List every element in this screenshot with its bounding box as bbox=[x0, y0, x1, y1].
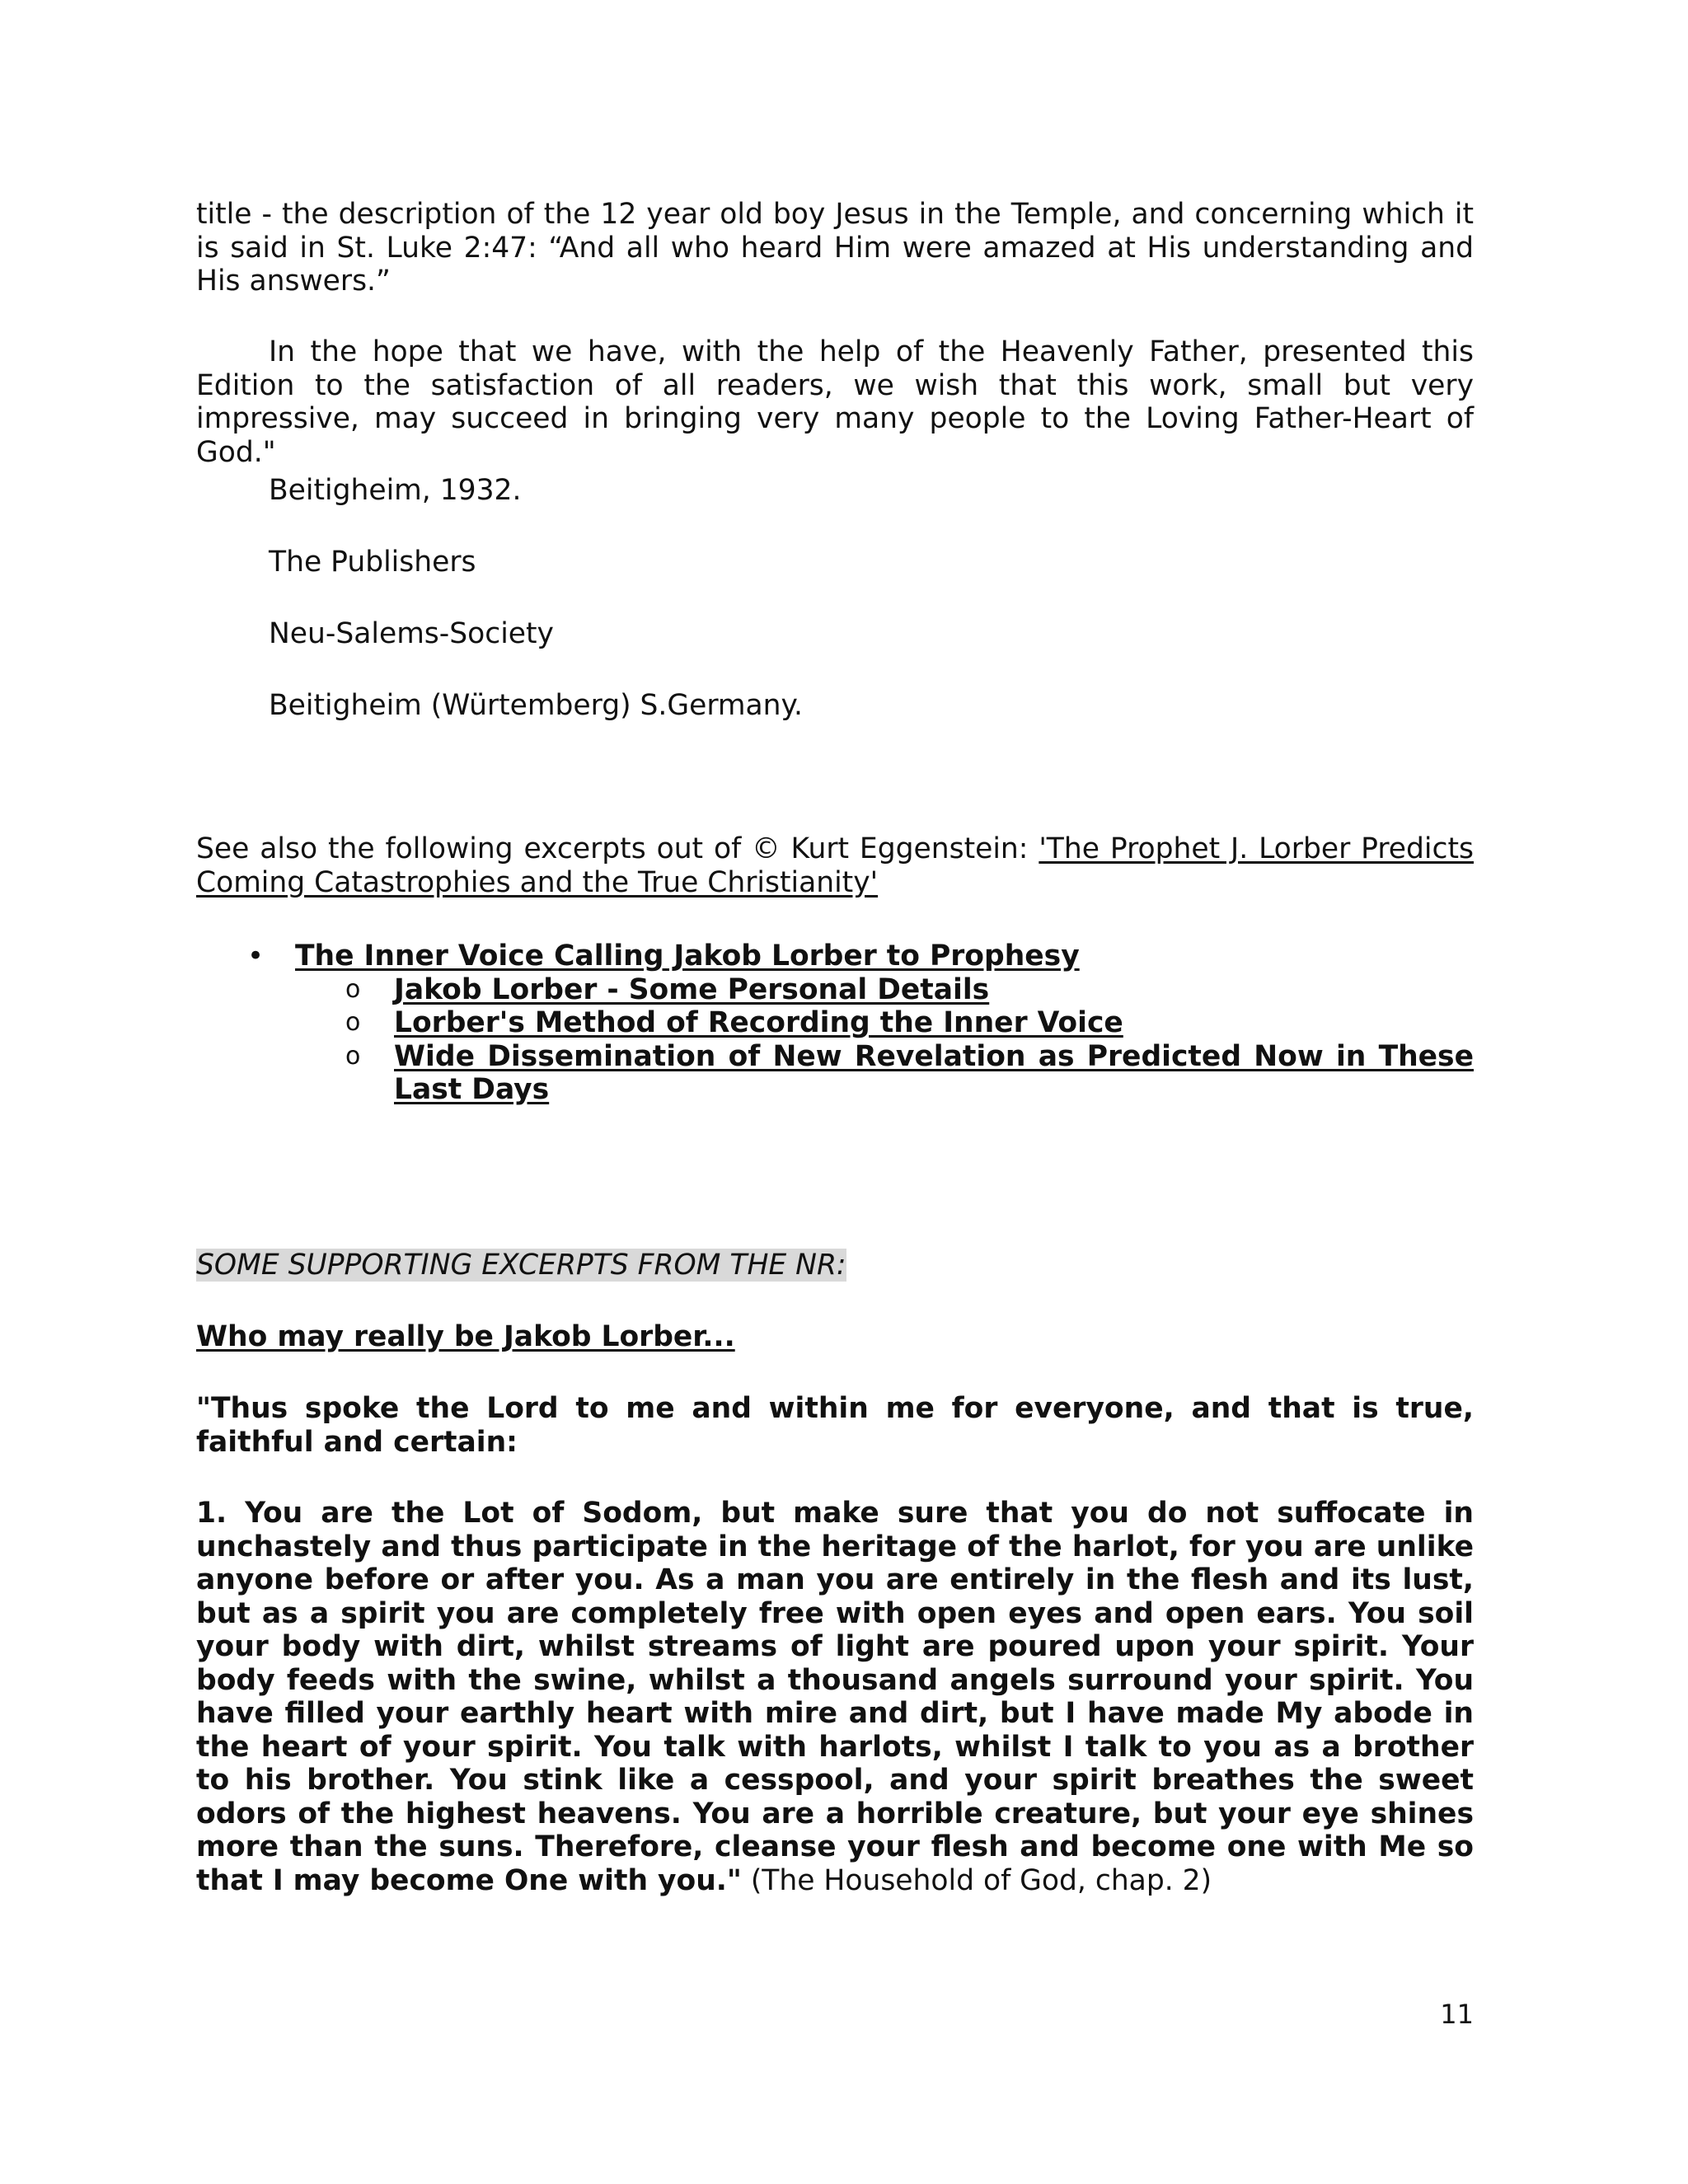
section-heading bbox=[196, 1249, 846, 1282]
toc-item-sub bbox=[196, 973, 1474, 1007]
toc-link-dissemination[interactable]: Wide Dissemination of New Revelation as Predicted Now in These Last Days bbox=[394, 1039, 1474, 1106]
toc-item-main bbox=[196, 940, 1474, 973]
signature-publishers: The Publishers bbox=[269, 546, 476, 579]
quote-paragraph bbox=[196, 1497, 1474, 1897]
book-link[interactable]: 'The Prophet J. Lorber Predicts Coming Catastrophies and the True Christianity' bbox=[196, 832, 1474, 899]
sub-bullet-icon: o bbox=[345, 1041, 361, 1071]
sub-bullet-icon: o bbox=[345, 1008, 361, 1037]
quote-intro: "Thus spoke the Lord to me and within me for everyone, and that is true, faithful and certain: bbox=[196, 1392, 1474, 1459]
toc-item-sub bbox=[196, 1006, 1474, 1040]
toc-link-inner-voice[interactable]: The Inner Voice Calling Jakob Lorber to Prophesy bbox=[295, 940, 1080, 972]
section-heading-text: SOME SUPPORTING EXCERPTS FROM THE NR: bbox=[196, 1249, 846, 1282]
toc-item-sub bbox=[196, 1040, 1474, 1107]
signature-society: Neu-Salems-Society bbox=[269, 617, 554, 650]
toc-link-recording-method[interactable]: Lorber's Method of Recording the Inner Voice bbox=[394, 1006, 1123, 1039]
bullet-icon: • bbox=[247, 940, 265, 972]
toc-link-personal-details[interactable]: Jakob Lorber - Some Personal Details bbox=[394, 972, 990, 1006]
quote-body: 1. You are the Lot of Sodom, but make sure that you do not suffocate in unchastely and thus participate in the heritage of the harlot, for you are unlike anyone before or after you. As a man you are entirely in the flesh and its lust, but as a spirit you are completely free with open eyes and open ears. You soil your body with dirt, whilst streams of light are poured upon your spirit. Your body feeds with the swine, whilst a thousand angels surround your spirit. You have filled your earthly heart with mire and dirt, but I have made My abode in the heart of your spirit. You talk with harlots, whilst I talk to you as a brother to his brother. You stink like a cesspool, and your spirit breathes the sweet odors of the highest heavens. You are a horrible creature, but your eye shines more than the suns. Therefore, cleanse your flesh and become one with Me so that I may become One with you." bbox=[196, 1497, 1474, 1897]
quote-source: (The Household of God, chap. 2) bbox=[741, 1863, 1212, 1897]
paragraph-hope: In the hope that we have, with the help of the Heavenly Father, presented this Edition to the satisfaction of all readers, we wish that this work, small but very impressive, may succeed in bringing very many people to the Loving Father-Heart of God." bbox=[196, 335, 1474, 469]
sub-bullet-icon: o bbox=[345, 974, 361, 1004]
toc-list bbox=[196, 940, 1474, 1107]
paragraph-continued: title - the description of the 12 year old boy Jesus in the Temple, and concerning which it is said in St. Luke 2:47: “And all who heard Him were amazed at His understanding and His answers.” bbox=[196, 198, 1474, 298]
signature-address: Beitigheim (Würtemberg) S.Germany. bbox=[269, 689, 804, 722]
question-heading: Who may really be Jakob Lorber... bbox=[196, 1320, 735, 1353]
see-also-paragraph bbox=[196, 832, 1474, 899]
signature-place-date: Beitigheim, 1932. bbox=[269, 474, 522, 507]
page-number: 11 bbox=[1440, 1999, 1474, 2030]
see-also-prefix: See also the following excerpts out of © Kurt Eggenstein: bbox=[196, 832, 1039, 865]
